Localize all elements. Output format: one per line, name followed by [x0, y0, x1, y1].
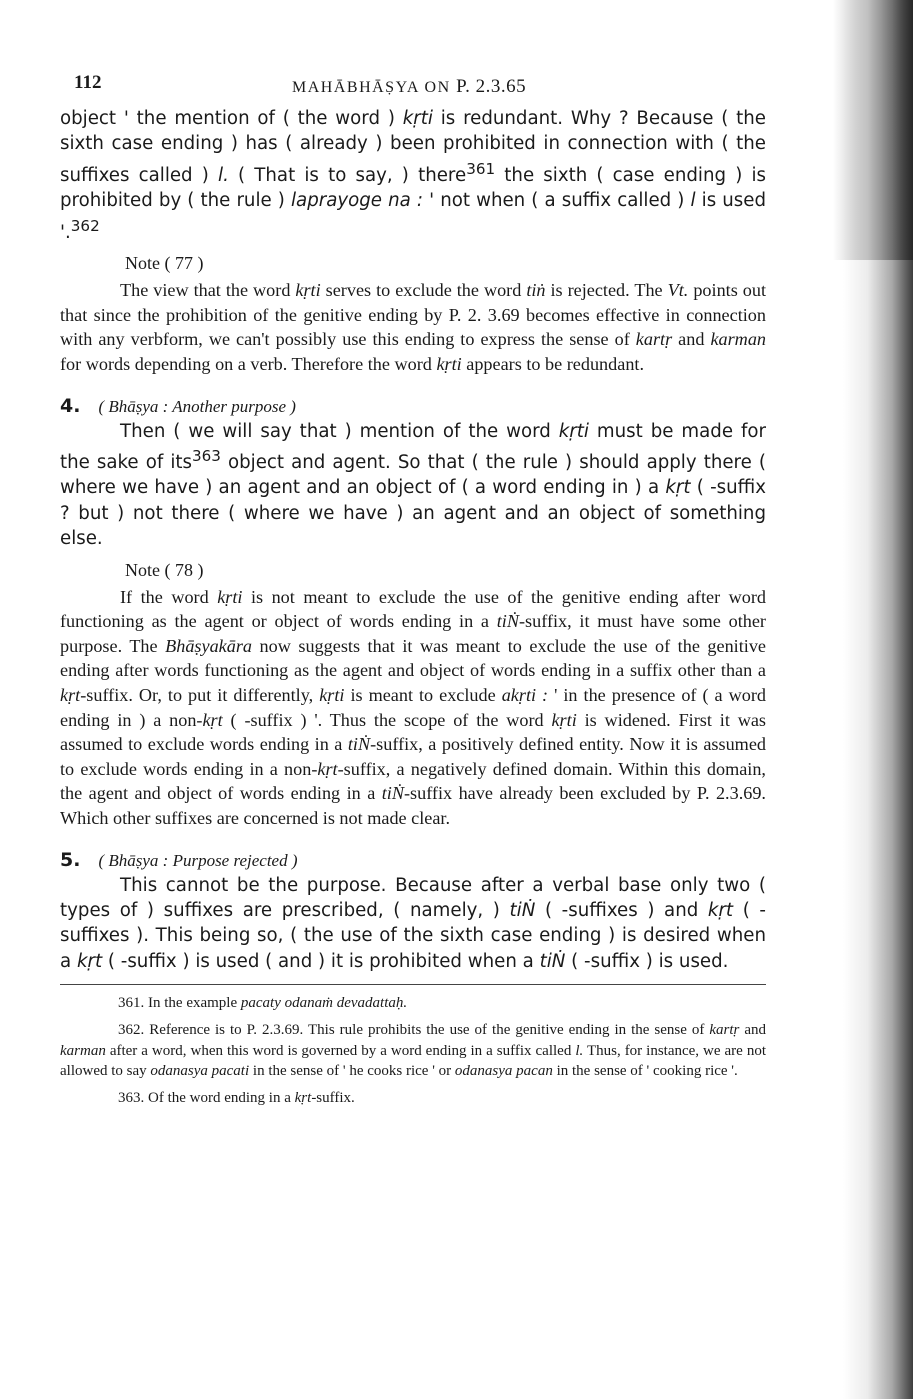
section-4-heading: 4. ( Bhāṣya : Another purpose ): [60, 394, 296, 417]
section-5-body: This cannot be the purpose. Because after a verbal base only two ( types of ) suffixes are prescribed, ( namely, ) tiṄ ( -suffixes ) and kṛt ( -suffixes ). This being so, ( the use of the sixth case ending ) is desired when a kṛt ( -suffix ) is used ( and ) it is prohibited when a tiṄ ( -suffix ) is used.: [60, 874, 766, 972]
footnote-ref-363: 363: [191, 446, 221, 465]
footnote-363: 363. Of the word ending in a kṛt-suffix.: [118, 1090, 355, 1106]
section-4-body: Then ( we will say that ) mention of the word kṛti must be made for the sake of its$^{363}$ object and agent. So that ( the rule ) should apply there ( where we have ) an agent and an object of ( a word ending in ) a kṛt ( -suffix ? but ) not there ( where we have ) an agent and an object of something else.: [60, 420, 766, 550]
scan-edge-shadow: [843, 0, 913, 1399]
note-78-label: Note ( 78 ): [125, 559, 204, 580]
footnote-ref-362: 362: [70, 216, 100, 235]
note-77-body: The view that the word kṛti serves to exclude the word tiṅ is rejected. The Vt. points out that since the prohibition of the genitive ending by P. 2. 3.69 becomes effective in connection with any verbform, we can't possibly use this ending to express the sense of kartṛ and karman for words depending on a verb. Therefore the word kṛti appears to be redundant.: [60, 280, 767, 374]
section-5-heading: 5. ( Bhāṣya : Purpose rejected ): [60, 848, 298, 871]
note-77-label: Note ( 77 ): [125, 253, 204, 274]
running-title-text: MAHĀBHĀṢYA ON: [292, 79, 451, 96]
page-number: 112: [74, 72, 102, 93]
footnote-362: 362. Reference is to P. 2.3.69. This rule prohibits the use of the genitive ending in the sense of kartṛ and karman after a word, when this word is governed by a word ending in a suffix called l. Thus, for instance, we are not allowed to say odanasya pacati in the sense of ' he cooks rice ' or odanasya pacan in the sense of ' cooking rice '.: [60, 1021, 766, 1080]
running-title: [292, 76, 526, 98]
note-78-body: If the word kṛti is not meant to exclude the use of the genitive ending after word functioning as the agent or object of words ending in a tiṄ-suffix, it must have some other purpose. The Bhāṣyakāra now suggests that it was meant to exclude the use of the genitive ending after words functioning as the agent and object of words ending in a suffix other than a kṛt-suffix. Or, to put it differently, kṛti is meant to exclude akṛti : ' in the presence of ( a word ending in ) a non-kṛt ( -suffix ) '. Thus the scope of the word kṛti is widened. First it was assumed to exclude words ending in a tiṄ-suffix, a positively defined entity. Now it is assumed to exclude words ending in a non-kṛt-suffix, a negatively defined domain. Within this domain, the agent and object of words ending in a tiṄ-suffix have already been excluded by P. 2.3.69. Which other suffixes are concerned is not made clear.: [60, 586, 766, 828]
footnote-361: 361. In the example pacaty odanaṁ devadattaḥ.: [118, 995, 408, 1012]
paragraph-bhasya-continued: object ' the mention of ( the word ) kṛti is redundant. Why ? Because ( the sixth case ending ) has ( already ) been prohibited in connection with ( the suffixes called ) l. ( That is to say, ) there$^{361}$ the sixth ( case ending ) is prohibited by ( the rule ) laprayoge na : ' not when ( a suffix called ) l is used '.$^{362}$: [60, 108, 767, 243]
footnote-divider: [60, 984, 766, 985]
section-4-number: 4.: [60, 394, 81, 417]
footnote-ref-361: 361: [466, 159, 496, 178]
running-head: [60, 72, 766, 106]
page: [60, 72, 766, 1115]
section-5-number: 5.: [60, 848, 81, 871]
running-title-rule-ref: P. 2.3.65: [456, 76, 527, 97]
